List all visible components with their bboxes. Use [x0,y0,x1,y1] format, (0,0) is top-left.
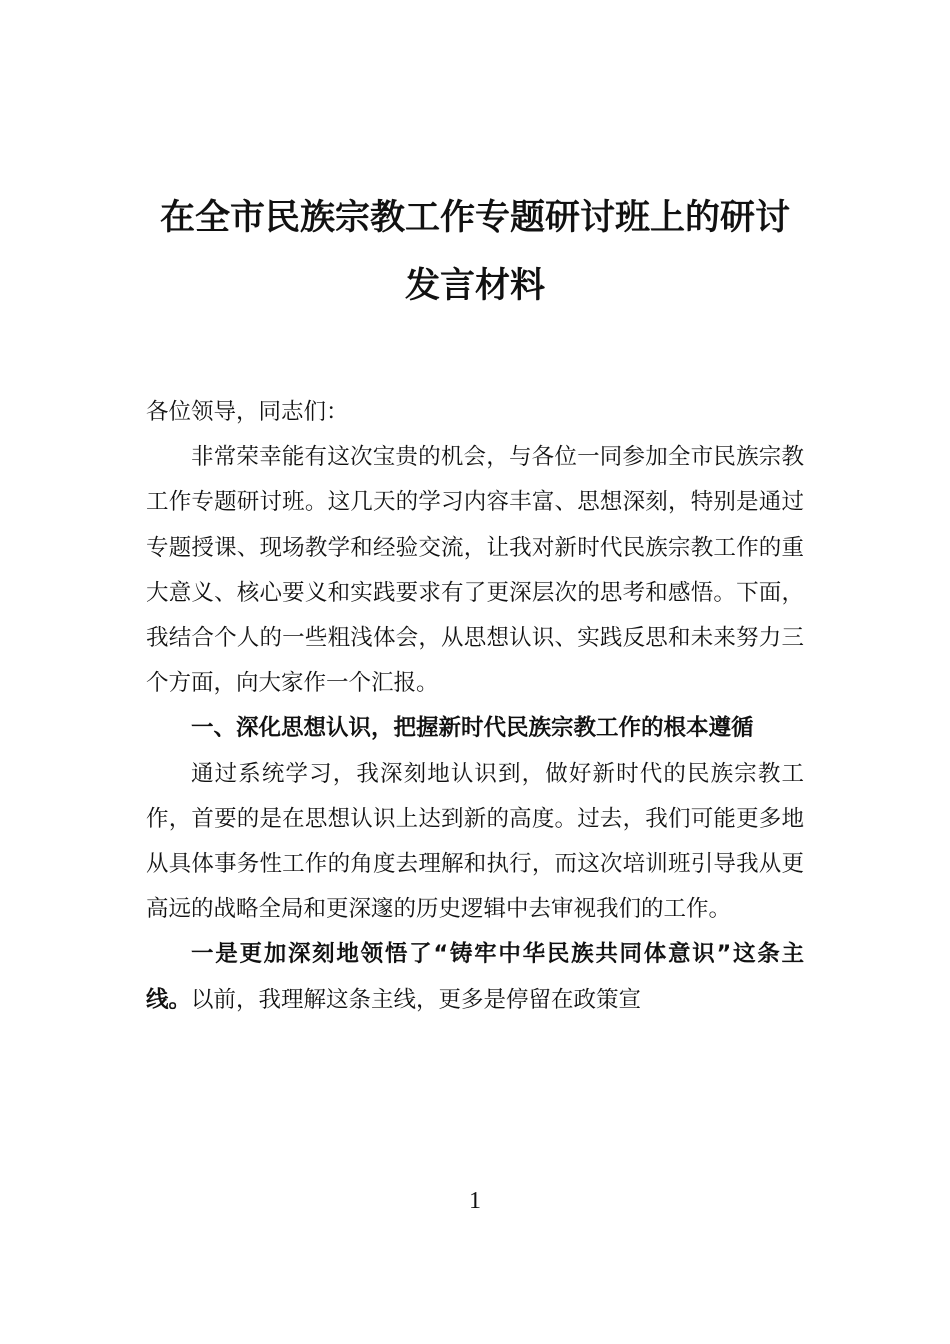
section-heading-1: 一、深化思想认识，把握新时代民族宗教工作的根本遵循 [191,715,754,742]
paragraph-section-1: 通过系统学习，我深刻地认识到，做好新时代的民族宗教工作，首要的是在思想认识上达到新的高度。过去，我们可能更多地从具体事务性工作的角度去理解和执行，而这次培训班引导我从更高远的战略全局和更深邃的历史逻辑中去审视我们的工作。 [146,760,804,923]
point-1-text: 以前，我理解这条主线，更多是停留在政策宣 [191,986,642,1013]
point-1-lead: 一是更加深刻地领悟了“铸牢中华民族共同体意识”这条主线。 [146,941,804,1013]
salutation: 各位领导，同志们： [146,399,349,425]
page-number: 1 [469,1188,481,1214]
paragraph-intro: 非常荣幸能有这次宝贵的机会，与各位一同参加全市民族宗教工作专题研讨班。这几天的学习内容丰富、思想深刻，特别是通过专题授课、现场教学和经验交流，让我对新时代民族宗教工作的重大意义、核心要义和实践要求有了更深层次的思考和感悟。下面，我结合个人的一些粗浅体会，从思想认识、实践反思和未来努力三个方面，向大家作一个汇报。 [146,444,804,697]
document-title-line-1: 在全市民族宗教工作专题研讨班上的研讨 [159,197,790,238]
document-body [146,390,804,1023]
paragraph-point-1 [146,932,804,1022]
document-title-line-2: 发言材料 [404,265,545,306]
